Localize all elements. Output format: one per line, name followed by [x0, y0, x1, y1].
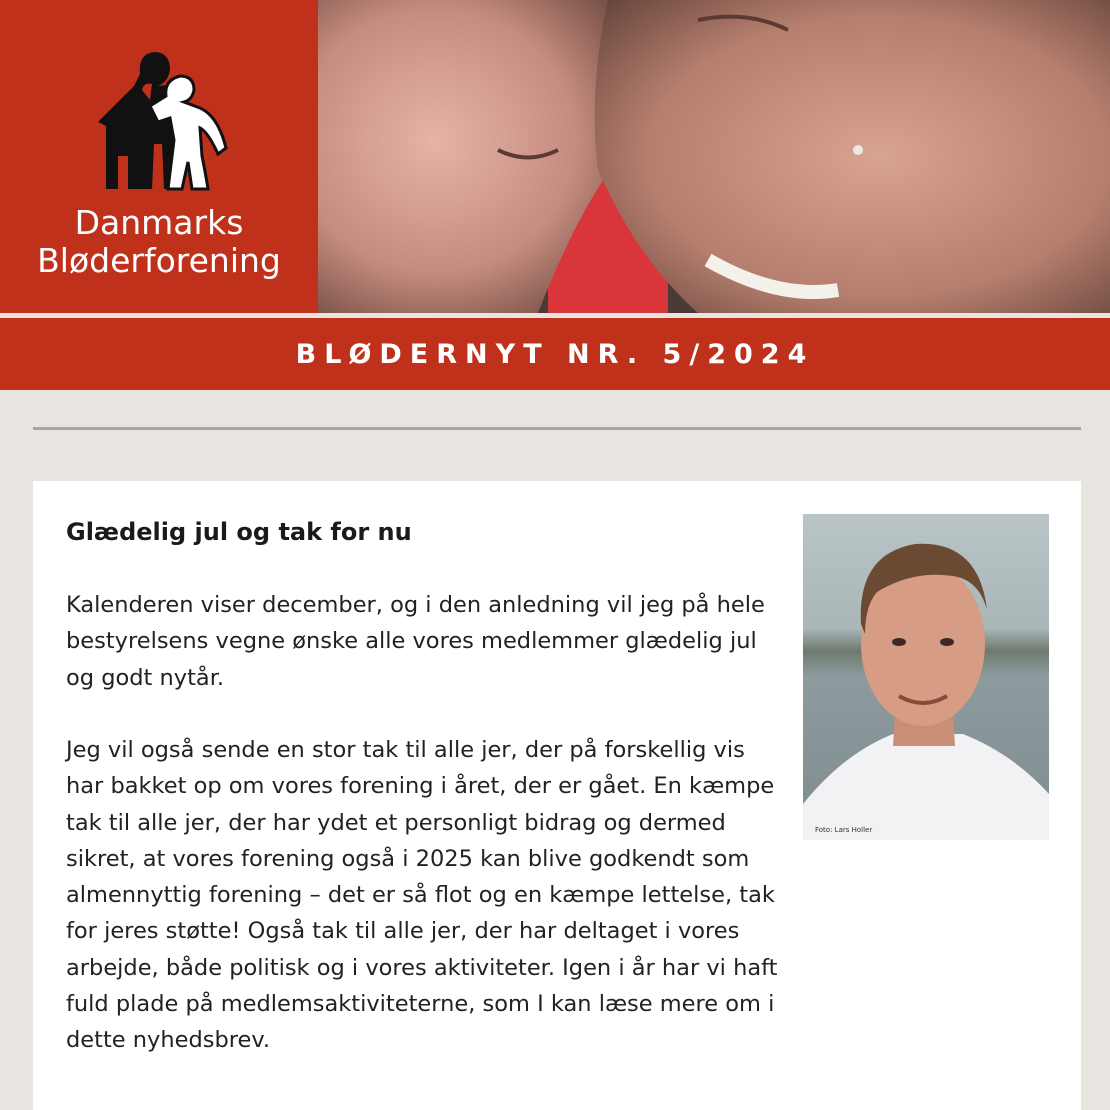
- article-card: [33, 481, 1081, 1110]
- issue-title-band: [0, 318, 1110, 390]
- chairman-portrait: [803, 514, 1049, 840]
- family-logo-icon: [88, 44, 238, 194]
- divider-line: [33, 427, 1081, 430]
- portrait-image: [803, 514, 1049, 840]
- newsletter-header: [0, 0, 1110, 313]
- logo-panel[interactable]: [0, 0, 318, 313]
- header-photo: [318, 0, 1110, 313]
- logo-text-line2: Bløderforening: [37, 241, 281, 280]
- faces-photo-image: [318, 0, 1110, 313]
- logo-text-line1: Danmarks: [74, 203, 244, 242]
- article-paragraph-1: Kalenderen viser december, og i den anledning vil jeg på hele bestyrelsens vegne ønske alle vores medlemmer glædelig jul og godt nytår.: [66, 592, 765, 691]
- photo-credit: Foto: Lars Holler: [815, 826, 873, 834]
- issue-title: BLØDERNYT NR. 5/2024: [295, 338, 815, 370]
- article-title: Glædelig jul og tak for nu: [66, 518, 412, 546]
- article-paragraph-2: Jeg vil også sende en stor tak til alle jer, der på forskellig vis har bakket op om vores forening i året, der er gået. En kæmpe tak til alle jer, der har ydet et personligt bidrag og dermed sikret, at vores forening også i 2025 kan blive godkendt som almennyttig forening – det er så flot og en kæmpe lettelse, tak for jeres støtte! Også tak til alle jer, der har deltaget i vores arbejde, både politisk og i vores aktiviteter. Igen i år har vi haft fuld plade på medlemsaktiviteterne, som I kan læse mere om i dette nyhedsbrev.: [66, 737, 778, 1054]
